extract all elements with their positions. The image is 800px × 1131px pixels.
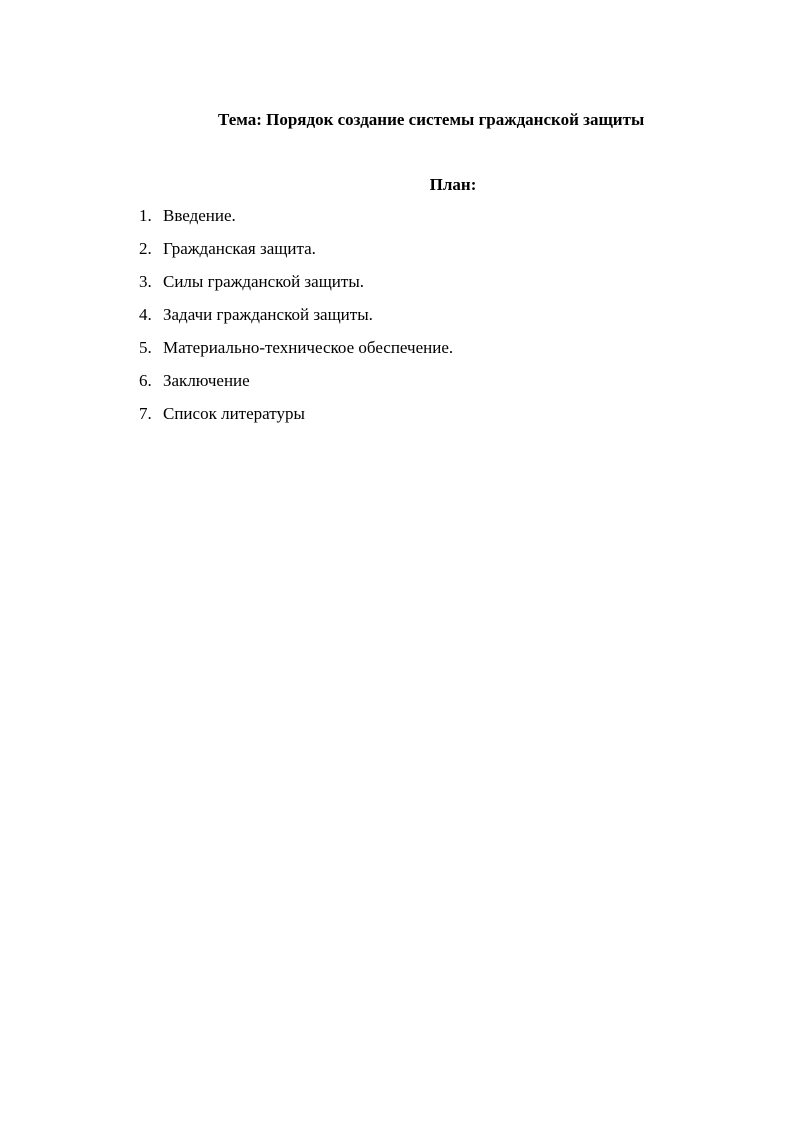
plan-item-text: Введение. (163, 206, 236, 225)
plan-item-text: Силы гражданской защиты. (163, 272, 364, 291)
plan-item-number: 7. (139, 404, 152, 423)
plan-item (139, 270, 453, 303)
plan-heading: План: (429, 175, 477, 194)
plan-item (139, 237, 453, 270)
topic-title: Тема: Порядок создание системы гражданской защиты (218, 110, 645, 129)
plan-item-text: Гражданская защита. (163, 239, 316, 258)
plan-item-number: 5. (139, 338, 152, 357)
plan-item-number: 6. (139, 371, 152, 390)
plan-list (139, 204, 453, 435)
plan-item-text: Список литературы (163, 404, 305, 423)
plan-item-text: Задачи гражданской защиты. (163, 305, 373, 324)
plan-item (139, 204, 453, 237)
plan-item-text: Заключение (163, 371, 250, 390)
plan-item (139, 369, 453, 402)
plan-item (139, 336, 453, 369)
plan-item-number: 3. (139, 272, 152, 291)
plan-item (139, 402, 453, 435)
plan-item (139, 303, 453, 336)
plan-item-number: 2. (139, 239, 152, 258)
plan-item-text: Материально-техническое обеспечение. (163, 338, 454, 357)
plan-item-number: 1. (139, 206, 152, 225)
plan-item-number: 4. (139, 305, 152, 324)
